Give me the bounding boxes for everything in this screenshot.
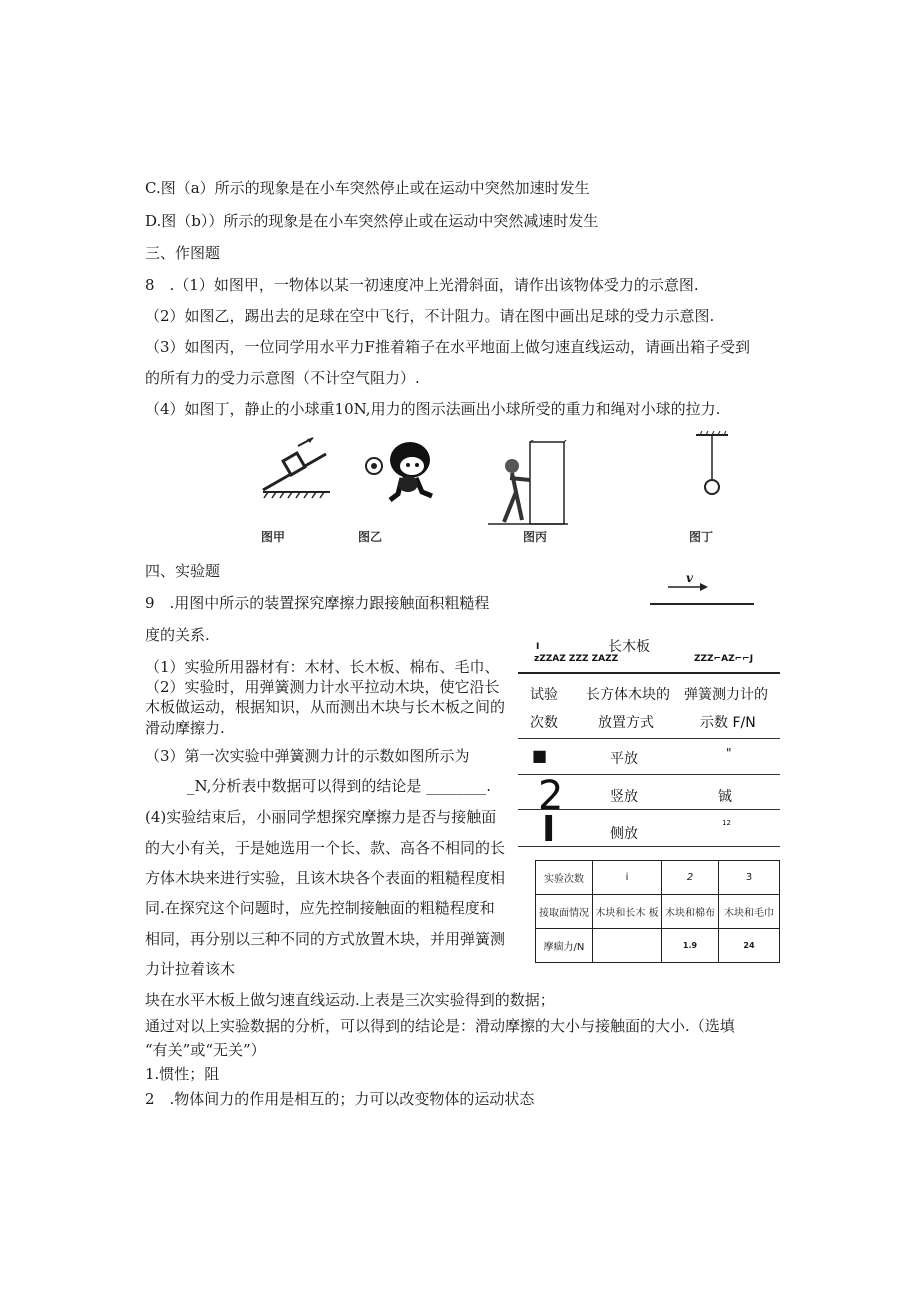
q9-part2-b: 木板做运动，根据知识，从而测出木块与长木板之间的 bbox=[145, 698, 506, 716]
table-cell: 摩痼力/N bbox=[536, 929, 593, 963]
friction-table bbox=[535, 860, 780, 963]
q9-part3-a: （3）第一次实验中弹簧测力计的示数如图所示为 bbox=[145, 747, 470, 765]
caption-fig-b: 图乙 bbox=[358, 530, 383, 544]
row1-no: ■ bbox=[532, 746, 548, 765]
header-value-2: 示数 F/N bbox=[700, 715, 756, 731]
table-cell: 木块和棉布 bbox=[662, 895, 719, 929]
velocity-arrow bbox=[668, 582, 708, 592]
header-trial-2: 次数 bbox=[530, 715, 558, 731]
q9-part4-e: 相同，再分别以三种不同的方式放置木块，并用弹簧测 bbox=[145, 930, 506, 948]
table-cell: i bbox=[593, 861, 662, 895]
table-line bbox=[518, 809, 780, 810]
q8-part1: 8 .（1）如图甲，一物体以某一初速度冲上光滑斜面，请作出该物体受力的示意图. bbox=[145, 276, 699, 294]
q9-part3-b: _N,分析表中数据可以得到的结论是 ________. bbox=[187, 777, 491, 795]
row3-no: I bbox=[542, 809, 556, 850]
table-row bbox=[536, 861, 780, 895]
zz-left: zZZAZ ZZZ ZAZZ bbox=[534, 654, 619, 664]
table-line bbox=[518, 846, 780, 847]
row3-method: 侧放 bbox=[610, 826, 638, 842]
row1-method: 平放 bbox=[610, 751, 638, 767]
option-d: D.图（b））所示的现象是在小车突然停止或在运动中突然减速时发生 bbox=[145, 212, 599, 230]
figure-hanging-ball bbox=[692, 430, 732, 500]
table-cell: 24 bbox=[719, 929, 780, 963]
header-method-1: 长方体木块的 bbox=[586, 687, 670, 703]
row2-method: 竖放 bbox=[610, 789, 638, 805]
q9-part1: （1）实验所用器材有：木材、长木板、棉布、毛巾、 bbox=[145, 658, 500, 676]
table-top-mark: I bbox=[536, 642, 540, 652]
table-cell: 2 bbox=[662, 861, 719, 895]
table-cell: 1.9 bbox=[662, 929, 719, 963]
q9-part4-d: 同.在探究这个问题时，应先控制接触面的粗糙程度和 bbox=[145, 899, 495, 917]
q8-part3-b: 的所有力的受力示意图（不计空气阻力）. bbox=[145, 369, 420, 387]
header-method-2: 放置方式 bbox=[598, 715, 654, 731]
table-cell: 木块和毛巾 bbox=[719, 895, 780, 929]
board-line bbox=[650, 603, 754, 605]
figure-football bbox=[362, 436, 442, 506]
table-cell: 3 bbox=[719, 861, 780, 895]
q9-part4-a: (4)实验结束后，小丽同学想探究摩擦力是否与接触面 bbox=[145, 808, 497, 826]
q8-part4: （4）如图丁，静止的小球重10N,用力的图示法画出小球所受的重力和绳对小球的拉力. bbox=[145, 400, 721, 418]
header-trial-1: 试验 bbox=[530, 687, 558, 703]
q9-part4-h: 通过对以上实验数据的分析，可以得到的结论是：滑动摩擦的大小与接触面的大小.（选填 bbox=[145, 1017, 735, 1035]
q8-part2: （2）如图乙，踢出去的足球在空中飞行，不计阻力。请在图中画出足球的受力示意图. bbox=[145, 307, 715, 325]
section-title-4: 四、实验题 bbox=[145, 562, 221, 580]
table-cell: 实验次数 bbox=[536, 861, 593, 895]
option-c: C.图（a）所示的现象是在小车突然停止或在运动中突然加速时发生 bbox=[145, 179, 590, 197]
caption-fig-d: 图丁 bbox=[689, 530, 714, 544]
q9-part4-c: 方体木块来进行实验，且该木块各个表面的粗糙程度相 bbox=[145, 869, 506, 887]
q9-part4-b: 的大小有关，于是她选用一个长、款、高各不相同的长 bbox=[145, 839, 506, 857]
table-cell: 接取面情况 bbox=[536, 895, 593, 929]
q9-line-a: 9 .用图中所示的装置探究摩擦力跟接触面积粗糙程 bbox=[145, 594, 490, 612]
header-value-1: 弹簧测力计的 bbox=[684, 687, 768, 703]
table-cell: 木块和长木 板 bbox=[593, 895, 662, 929]
q9-part2-c: 滑动摩擦力. bbox=[145, 719, 225, 737]
row2-no: 2 bbox=[538, 773, 564, 819]
q9-part4-f: 力计拉着该木 bbox=[145, 960, 236, 978]
q9-line-b: 度的关系. bbox=[145, 626, 210, 644]
row2-value: 铖 bbox=[718, 789, 732, 805]
caption-fig-c: 图丙 bbox=[523, 530, 548, 544]
answer-2: 2 .物体间力的作用是相互的；力可以改变物体的运动状态 bbox=[145, 1090, 535, 1108]
table-line bbox=[518, 738, 780, 739]
row1-value: " bbox=[726, 746, 732, 760]
figure-incline bbox=[258, 432, 338, 502]
zz-right: ZZZ⌐AZ⌐⌐J bbox=[694, 654, 754, 664]
answer-1: 1.惯性；阻 bbox=[145, 1065, 220, 1083]
table-row bbox=[536, 929, 780, 963]
row3-value: 12 bbox=[722, 819, 731, 827]
caption-fig-a: 图甲 bbox=[261, 530, 286, 544]
section-title-3: 三、作图题 bbox=[145, 244, 221, 262]
q8-part3-a: （3）如图丙，一位同学用水平力F推着箱子在水平地面上做匀速直线运动，请画出箱子受到 bbox=[145, 338, 750, 356]
table-line bbox=[518, 672, 780, 674]
table-cell bbox=[593, 929, 662, 963]
q9-part4-g: 块在水平木板上做匀速直线运动.上表是三次实验得到的数据； bbox=[145, 991, 555, 1009]
q9-part2-a: （2）实验时，用弹簧测力计水平拉动木块，使它沿长 bbox=[145, 678, 500, 696]
q9-part4-i: “有关”或“无关”） bbox=[145, 1041, 266, 1059]
velocity-label: v bbox=[686, 571, 693, 585]
table-row bbox=[536, 895, 780, 929]
figure-push-box bbox=[488, 440, 568, 526]
table-top-label: 长木板 bbox=[608, 639, 650, 655]
